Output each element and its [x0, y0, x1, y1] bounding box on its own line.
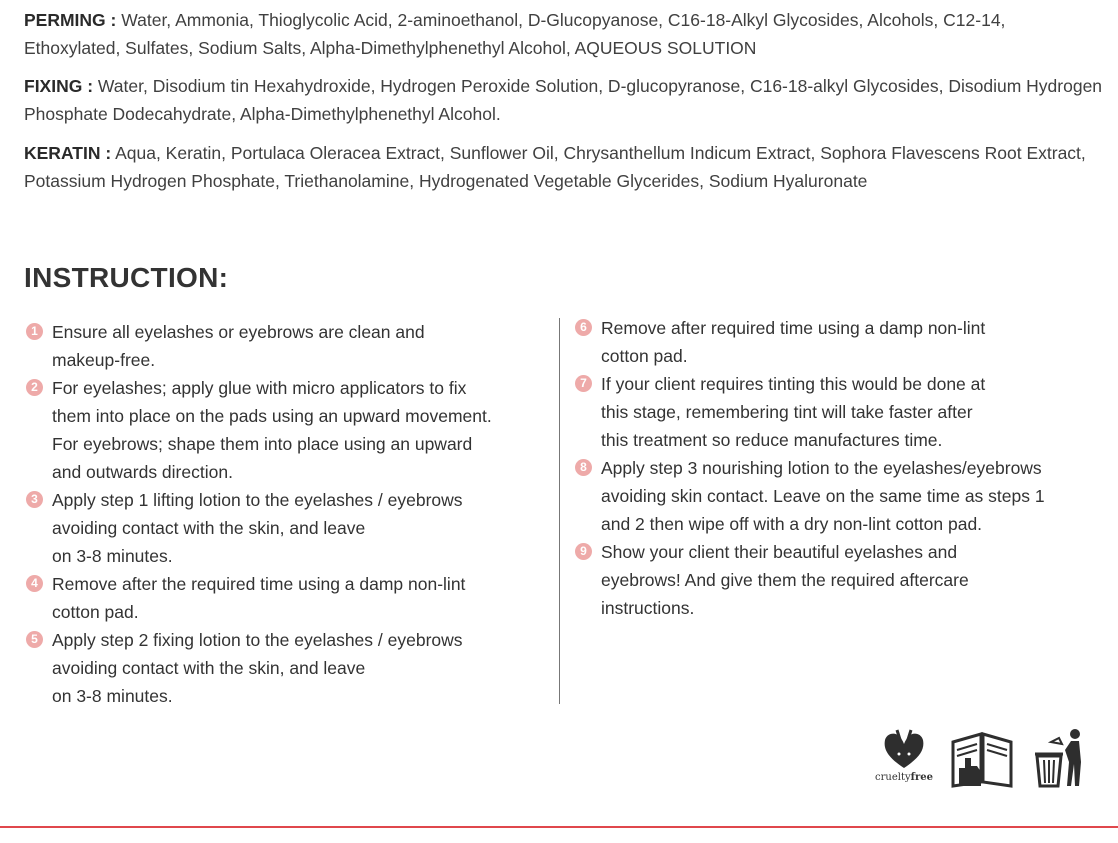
step-text-line: eyebrows! And give them the required aftercare: [601, 570, 969, 590]
perming-ingredients: [24, 6, 1104, 62]
step-number-badge: 1: [26, 323, 43, 340]
step-number-badge: 9: [575, 543, 592, 560]
keratin-label: KERATIN :: [24, 143, 112, 163]
instruction-column-right: [573, 314, 1118, 622]
fixing-ingredients: [24, 72, 1104, 128]
step-text-line: For eyelashes; apply glue with micro applicators to fix: [52, 378, 467, 398]
step-number-badge: 4: [26, 575, 43, 592]
bottom-rule: [0, 826, 1118, 828]
step-text-line: avoiding contact with the skin, and leave: [52, 518, 366, 538]
perming-text: Water, Ammonia, Thioglycolic Acid, 2-aminoethanol, D-Glucopyanose, C16-18-Alkyl Glycosides, Alcohols, C12-14, Ethoxylated, Sulfates, Sodium Salts, Alpha-Dimethylphenethyl Alcohol, AQUEOUS SOLUTION: [24, 10, 1006, 58]
step-text-line: instructions.: [601, 598, 695, 618]
instruction-step: [24, 486, 554, 570]
fixing-text: Water, Disodium tin Hexahydroxide, Hydrogen Peroxide Solution, D-glucopyranose, C16-18-alkyl Glycosides, Disodium Hydrogen Phosphate Dodecahydrate, Alpha-Dimethylphenethyl Alcohol.: [24, 76, 1103, 124]
step-text-line: Apply step 1 lifting lotion to the eyelashes / eyebrows: [52, 490, 463, 510]
perming-label: PERMING :: [24, 10, 117, 30]
instruction-step: [573, 370, 1118, 454]
step-number-badge: 3: [26, 491, 43, 508]
step-number-badge: 5: [26, 631, 43, 648]
keratin-ingredients: [24, 139, 1104, 195]
instruction-step: [24, 374, 554, 486]
step-number-badge: 7: [575, 375, 592, 392]
instruction-step: [24, 570, 554, 626]
step-number-badge: 8: [575, 459, 592, 476]
fixing-label: FIXING :: [24, 76, 94, 96]
cruelty-free-label: crueltyfree: [875, 772, 933, 783]
step-text-line: on 3-8 minutes.: [52, 546, 173, 566]
step-text-line: Show your client their beautiful eyelashes and: [601, 542, 958, 562]
step-text-line: Apply step 3 nourishing lotion to the eyelashes/eyebrows: [601, 458, 1042, 478]
step-text-line: If your client requires tinting this would be done at: [601, 374, 986, 394]
instruction-step: [573, 454, 1118, 538]
step-text-line: avoiding skin contact. Leave on the same time as steps 1: [601, 486, 1045, 506]
column-divider: [559, 318, 560, 704]
step-text-line: cotton pad.: [52, 602, 139, 622]
instruction-step: [573, 314, 1118, 370]
step-text-line: Apply step 2 fixing lotion to the eyelashes / eyebrows: [52, 630, 463, 650]
step-text-line: For eyebrows; shape them into place using an upward: [52, 434, 473, 454]
step-text-line: Remove after the required time using a damp non-lint: [52, 574, 466, 594]
instruction-step: [24, 318, 554, 374]
step-text-line: this stage, remembering tint will take faster after: [601, 402, 973, 422]
step-text-line: and outwards direction.: [52, 462, 233, 482]
step-text-line: makeup-free.: [52, 350, 156, 370]
step-text-line: Ensure all eyelashes or eyebrows are clean and: [52, 322, 425, 342]
instruction-step: [573, 538, 1118, 622]
instruction-heading: INSTRUCTION:: [24, 262, 229, 293]
step-text-line: them into place on the pads using an upward movement.: [52, 406, 492, 426]
step-text-line: and 2 then wipe off with a dry non-lint cotton pad.: [601, 514, 983, 534]
read-manual-icon: [949, 728, 1015, 788]
step-text-line: Remove after required time using a damp non-lint: [601, 318, 986, 338]
step-text-line: cotton pad.: [601, 346, 688, 366]
step-number-badge: 6: [575, 319, 592, 336]
cruelty-free-icon: [875, 728, 933, 790]
step-text-line: on 3-8 minutes.: [52, 686, 173, 706]
instruction-step: [24, 626, 554, 710]
step-text-line: avoiding contact with the skin, and leave: [52, 658, 366, 678]
step-number-badge: 2: [26, 379, 43, 396]
footer-icons: [875, 728, 1090, 790]
keratin-text: Aqua, Keratin, Portulaca Oleracea Extract, Sunflower Oil, Chrysanthellum Indicum Extract, Sophora Flavescens Root Extract, Potassium Hydrogen Phosphate, Triethanolamine, Hydrogenated Vegetable Glycerides, Sodium Hyaluronate: [24, 143, 1086, 191]
step-text-line: this treatment so reduce manufactures time.: [601, 430, 943, 450]
instruction-column-left: [24, 318, 554, 710]
dispose-bin-icon: [1033, 728, 1089, 790]
